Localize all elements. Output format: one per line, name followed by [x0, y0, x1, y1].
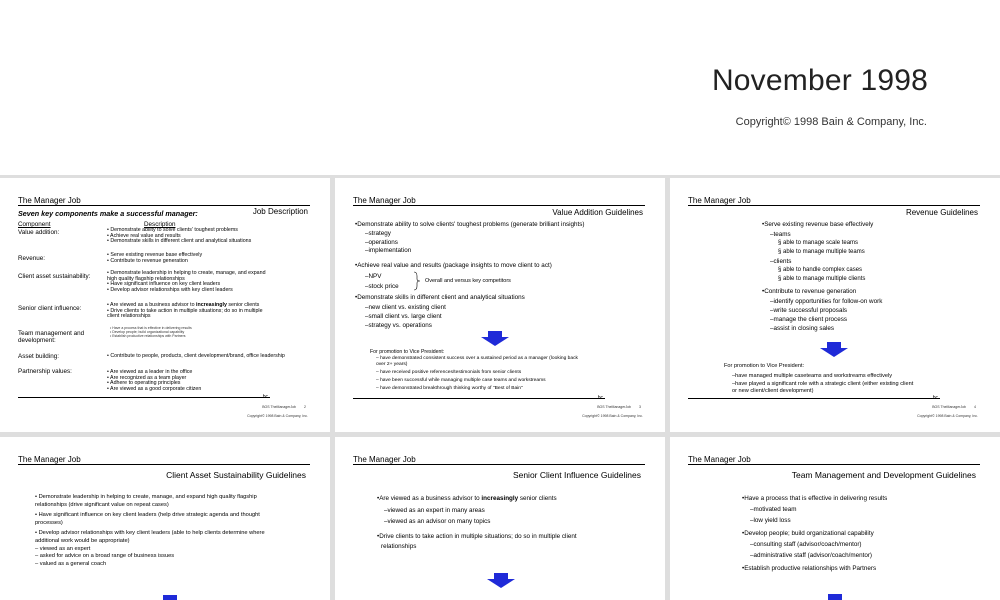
guideline-subitems: –strategy –operations –implementation [365, 230, 412, 254]
guideline-bullet: •Have a process that is effective in delivering results [742, 495, 888, 502]
guideline-bullet: •Establish productive relationships with Partners [742, 565, 877, 572]
slide-label: Job Description [252, 207, 308, 216]
footer-copyright: Copyright© 1998 Bain & Company, Inc. [247, 414, 308, 418]
title-rule [18, 205, 310, 206]
guideline-subitems: –viewed as an expert in many areas –viewed as an advisor on many topics [384, 507, 491, 525]
component-description: • Are viewed as a business advisor to increasingly senior clients • Drive clients to take action in multiple situations; do so in multiple client relationships [107, 302, 263, 319]
promotion-criteria: – have demonstrated consistent success over a sustained period as a manager (looking back over 2+ years) – have received positive references/testimonials from senior clients – have been successful while managing multiple case teams and workstreams – have demonstrated breakthrough thinking worthy of "Best of Bain" [376, 356, 578, 392]
promotion-label: For promotion to Vice President: [370, 349, 445, 355]
guideline-title: Team Management and Development Guidelines [791, 470, 976, 480]
footer-reference: BOS TheManagerJob [262, 405, 296, 409]
copyright-notice: Copyright© 1998 Bain & Company, Inc. [735, 116, 927, 128]
footer-rule [353, 398, 605, 399]
guideline-title: Client Asset Sustainability Guidelines [166, 470, 306, 480]
guideline-bullet: •Develop people; build organizational capability [742, 530, 874, 537]
footer-initials: bc [262, 394, 268, 400]
slide-value-addition[interactable] [335, 178, 665, 432]
title-slide [0, 0, 1000, 175]
slide-client-asset-sustainability[interactable] [0, 437, 330, 600]
component-description: • Contribute to people, products, client development/brand, office leadership [107, 353, 285, 359]
footer-reference: BOS TheManagerJob [597, 405, 631, 409]
slide-title: The Manager Job [18, 196, 81, 205]
component-description: • Demonstrate leadership in helping to create, manage, and expand high quality flagship relationships • Have significant influence on key client leaders • Develop advisor relationships with key client leaders [107, 270, 266, 293]
page-number: 3 [639, 405, 641, 409]
component-name: Revenue: [18, 255, 45, 262]
component-name: Value addition: [18, 229, 60, 236]
guideline-bullet: •Serve existing revenue base effectively [762, 221, 874, 228]
slide-senior-client-influence[interactable] [335, 437, 665, 600]
guideline-title: Revenue Guidelines [905, 208, 978, 217]
component-description: • Serve existing revenue base effectively • Contribute to revenue generation [107, 252, 203, 264]
slide-team-management[interactable] [670, 437, 1000, 600]
title-rule [18, 464, 310, 465]
guideline-bullet: •Contribute to revenue generation [762, 288, 857, 295]
guideline-bullet: •Achieve real value and results (package insights to move client to act) [355, 262, 552, 269]
guideline-subitems: –NPV –stock price [365, 273, 399, 290]
guideline-subitems: –new client vs. existing client –small client vs. large client –strategy vs. operations [365, 304, 446, 329]
title-rule [688, 205, 980, 206]
slide-revenue[interactable] [670, 178, 1000, 432]
footer-initials: bc [932, 395, 938, 401]
guideline-title: Senior Client Influence Guidelines [512, 470, 641, 480]
slide-heading: Seven key components make a successful manager: [18, 209, 198, 218]
slide-title: The Manager Job [18, 455, 81, 464]
footer-initials: bc [597, 395, 603, 401]
page-number: 4 [974, 405, 976, 409]
component-description: • Demonstrate ability to solve clients' toughest problems • Achieve real value and results • Demonstrate skills in different client and analytical situations [107, 227, 252, 244]
footer-copyright: Copyright© 1998 Bain & Company, Inc. [917, 414, 978, 418]
guideline-items: • Demonstrate leadership in helping to create, manage, and expand high quality flagship relationships (drive significant value on repeat cases) • Have significant influence on key client leaders (help drive strategic agenda and thought processes) • Develop advisor relationships with key client leaders (able to help clients determine where additional work would be appropriate) – viewed as an expert – asked for advice on a broad range of business issues – valued as a general coach [35, 494, 265, 567]
slide-job-description[interactable] [0, 178, 330, 432]
slide-title: The Manager Job [688, 196, 751, 205]
title-rule [688, 464, 980, 465]
slide-title: The Manager Job [353, 455, 416, 464]
component-name: Asset building: [18, 353, 59, 360]
component-name: Team management and development: [18, 330, 85, 345]
footer-rule [688, 398, 940, 399]
component-name: Senior client influence: [18, 305, 82, 312]
guideline-bullet: •Are viewed as a business advisor to increasingly senior clients [377, 495, 557, 502]
guideline-bullet: •Drive clients to take action in multiple situations; do so in multiple client relationships [377, 533, 577, 550]
component-description: • Are viewed as a leader in the office • Are recognized as a team player • Adhere to operating principles • Are viewed as a good corporate citizen [107, 369, 202, 392]
brace-note: Overall and versus key competitors [425, 278, 511, 284]
column-header-description: Description [144, 221, 176, 228]
component-name: Client asset sustainability: [18, 273, 91, 280]
footer-reference: BOS TheManagerJob [932, 405, 966, 409]
presentation-date: November 1998 [711, 64, 928, 97]
guideline-bullet: •Demonstrate skills in different client and analytical situations [355, 294, 525, 301]
component-description: • Have a process that is effective in delivering results • Develop people; build organizational capability • Establish productive relationships with Partners [110, 326, 192, 338]
guideline-bullet: •Demonstrate ability to solve clients' toughest problems (generate brilliant insights) [355, 221, 585, 228]
guideline-subitems: –identify opportunities for follow-on work –write successful proposals –manage the client process –assist in closing sales [770, 298, 883, 332]
title-rule [353, 205, 645, 206]
component-name: Partnership values: [18, 368, 72, 375]
slide-title: The Manager Job [353, 196, 416, 205]
promotion-label: For promotion to Vice President: [724, 363, 805, 369]
guideline-subitems: –consulting staff (advisor/coach/mentor) –administrative staff (advisor/coach/mentor) [750, 541, 873, 559]
guideline-subitems: –teams § able to manage scale teams § able to manage multiple teams –clients § able to handle complex cases § able to manage multiple clients [770, 231, 866, 282]
title-rule [353, 464, 645, 465]
footer-rule [18, 397, 270, 398]
promotion-criteria: –have managed multiple caseteams and workstreams effectively –have played a significant role with a strategic client (either existing client or new client/client development) [732, 373, 914, 394]
guideline-subitems: –motivated team –low yield loss [750, 506, 797, 524]
column-header-component: Component [18, 221, 51, 228]
slide-title: The Manager Job [688, 455, 751, 464]
guideline-title: Value Addition Guidelines [552, 208, 643, 217]
footer-copyright: Copyright© 1998 Bain & Company, Inc. [582, 414, 643, 418]
page-number: 2 [304, 405, 306, 409]
brace-icon [413, 271, 421, 291]
